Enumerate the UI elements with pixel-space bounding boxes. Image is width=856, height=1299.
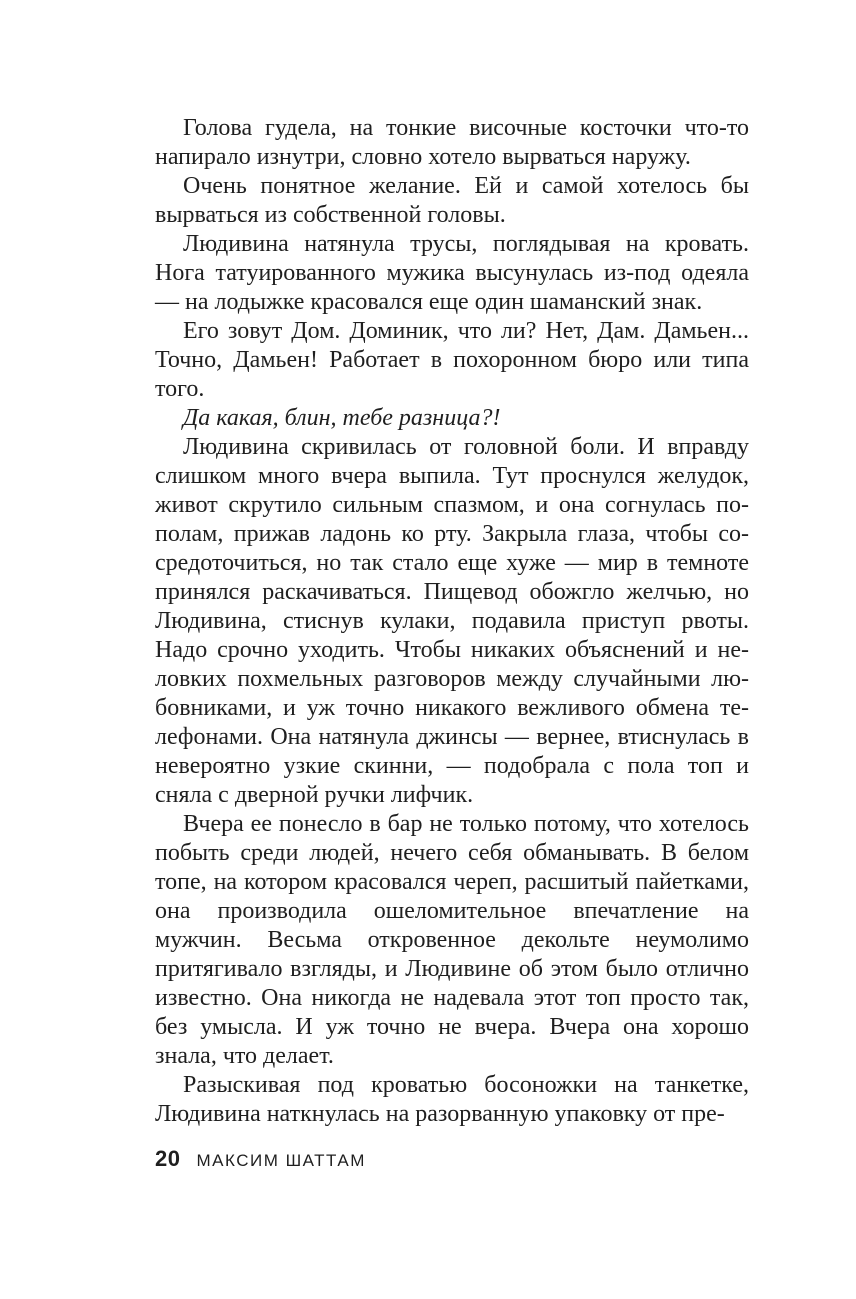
- paragraph: Вчера ее понесло в бар не только потому, что хотелось побыть среди людей, нечего себя обманывать. В белом топе, на котором красовался череп, расшитый пайетками, она производила ошеломительное впечатление на мужчин. Весьма откровенное декольте неумолимо притягивало взгляды, и Людивине об этом было отлично известно. Она никогда не надевала этот топ просто так, без умысла. И уж точно не вчера. Вчера она хорошо знала, что делает.: [155, 811, 749, 1069]
- paragraph: Людивина скривилась от головной боли. И вправду слишком много вчера выпила. Тут проснулся желудок, живот скрутило сильным спазмом, и она согнулась пополам, прижав ладонь ко рту. Закрыла глаза, чтобы сосредоточиться, но так стало еще хуже — мир в темноте принялся раскачиваться. Пищевод обожгло желчью, но Людивина, стиснув кулаки, подавила приступ рвоты. Надо срочно уходить. Чтобы никаких объяснений и неловких похмельных разговоров между случайными любовниками, и уж точно никакого вежливого обмена телефонами. Она натянула джинсы — вернее, втиснулась в невероятно узкие скинни, — подобрала с пола топ и сняла с дверной ручки лифчик.: [155, 434, 749, 808]
- paragraph: Его зовут Дом. Доминик, что ли? Нет, Дам. Дамьен... Точно, Дамьен! Работает в похоронном бюро или типа того.: [155, 318, 749, 402]
- paragraph: Очень понятное желание. Ей и самой хотелось бы вырваться из собственной головы.: [155, 173, 749, 228]
- paragraph: Людивина натянула трусы, поглядывая на кровать. Нога татуированного мужика высунулась из-под одеяла — на лодыжке красовался еще один шаманский знак.: [155, 231, 749, 315]
- running-head-author: МАКСИМ ШАТТАМ: [196, 1151, 366, 1170]
- page-footer: [155, 1146, 366, 1172]
- page-number: 20: [155, 1146, 181, 1171]
- paragraph: Голова гудела, на тонкие височные косточки что-то напирало изнутри, словно хотело вырваться наружу.: [155, 115, 749, 170]
- body-text: [155, 114, 749, 1129]
- italic-thought-paragraph: Да какая, блин, тебе разница?!: [183, 405, 501, 431]
- paragraph: Разыскивая под кроватью босоножки на танкетке, Людивина наткнулась на разорванную упаковку от пре-: [155, 1072, 749, 1127]
